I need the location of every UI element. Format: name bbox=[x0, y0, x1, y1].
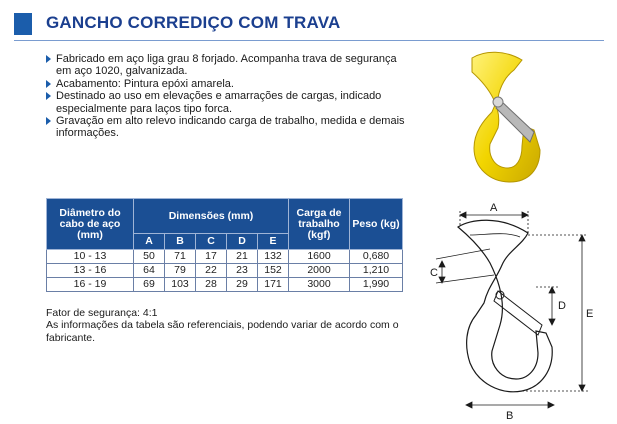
header-dimensoes: Dimensões (mm) bbox=[134, 199, 289, 234]
cell-e: 171 bbox=[258, 278, 289, 292]
page-title: GANCHO CORREDIÇO COM TRAVA bbox=[46, 13, 341, 32]
cell-b: 71 bbox=[165, 250, 196, 264]
drawing-inner bbox=[470, 234, 520, 237]
table-row bbox=[47, 278, 403, 292]
title-accent-bar bbox=[14, 13, 32, 35]
reference-note: As informações da tabela são referenciais, podendo variar de acordo com o fabricante. bbox=[46, 319, 399, 344]
header-dim-a: A bbox=[134, 234, 165, 250]
feature-list bbox=[46, 53, 406, 140]
cell-diametro: 16 - 19 bbox=[47, 278, 134, 292]
cell-carga: 1600 bbox=[289, 250, 350, 264]
drawing-outline bbox=[458, 220, 552, 392]
cell-peso: 1,210 bbox=[350, 264, 403, 278]
cell-peso: 0,680 bbox=[350, 250, 403, 264]
table-row bbox=[47, 264, 403, 278]
safety-factor-note: Fator de segurança: 4:1 bbox=[46, 307, 158, 319]
header-dim-c: C bbox=[196, 234, 227, 250]
cell-a: 69 bbox=[134, 278, 165, 292]
cell-d: 21 bbox=[227, 250, 258, 264]
cell-b: 79 bbox=[165, 264, 196, 278]
header-dim-e: E bbox=[258, 234, 289, 250]
cell-b: 103 bbox=[165, 278, 196, 292]
bullet-arrow-icon bbox=[46, 55, 51, 63]
latch-pin bbox=[493, 97, 503, 107]
cell-diametro: 13 - 16 bbox=[47, 264, 134, 278]
hook-drawing bbox=[430, 202, 600, 422]
header-dim-d: D bbox=[227, 234, 258, 250]
hook-photo bbox=[430, 46, 560, 196]
cell-a: 50 bbox=[134, 250, 165, 264]
cell-c: 28 bbox=[196, 278, 227, 292]
cell-e: 132 bbox=[258, 250, 289, 264]
table-notes bbox=[46, 307, 406, 344]
feature-item: Destinado ao uso em elevações e amarrações de cargas, indicado especialmente para laços tipo forca. bbox=[46, 90, 406, 115]
title-divider bbox=[14, 40, 604, 41]
table-row bbox=[47, 250, 403, 264]
bullet-arrow-icon bbox=[46, 92, 51, 100]
label-a: A bbox=[490, 202, 498, 214]
cell-d: 23 bbox=[227, 264, 258, 278]
cell-e: 152 bbox=[258, 264, 289, 278]
cell-d: 29 bbox=[227, 278, 258, 292]
cell-diametro: 10 - 13 bbox=[47, 250, 134, 264]
label-b: B bbox=[506, 410, 514, 422]
spec-table bbox=[46, 198, 403, 292]
header-diametro: Diâmetro do cabo de aço (mm) bbox=[47, 199, 134, 250]
label-d: D bbox=[558, 300, 566, 312]
feature-item: Acabamento: Pintura epóxi amarela. bbox=[46, 78, 406, 90]
header-dim-b: B bbox=[165, 234, 196, 250]
cell-peso: 1,990 bbox=[350, 278, 403, 292]
label-c: C bbox=[430, 267, 438, 279]
cell-carga: 3000 bbox=[289, 278, 350, 292]
feature-item: Gravação em alto relevo indicando carga de trabalho, medida e demais informações. bbox=[46, 115, 406, 140]
label-e: E bbox=[586, 308, 594, 320]
bullet-arrow-icon bbox=[46, 80, 51, 88]
cell-a: 64 bbox=[134, 264, 165, 278]
cell-carga: 2000 bbox=[289, 264, 350, 278]
bullet-arrow-icon bbox=[46, 117, 51, 125]
header-peso: Peso (kg) bbox=[350, 199, 403, 250]
hook-latch bbox=[496, 100, 534, 142]
feature-item: Fabricado em aço liga grau 8 forjado. Acompanha trava de segurança em aço 1020, galvanizada. bbox=[46, 53, 406, 78]
cell-c: 17 bbox=[196, 250, 227, 264]
cell-c: 22 bbox=[196, 264, 227, 278]
header-carga: Carga de trabalho (kgf) bbox=[289, 199, 350, 250]
